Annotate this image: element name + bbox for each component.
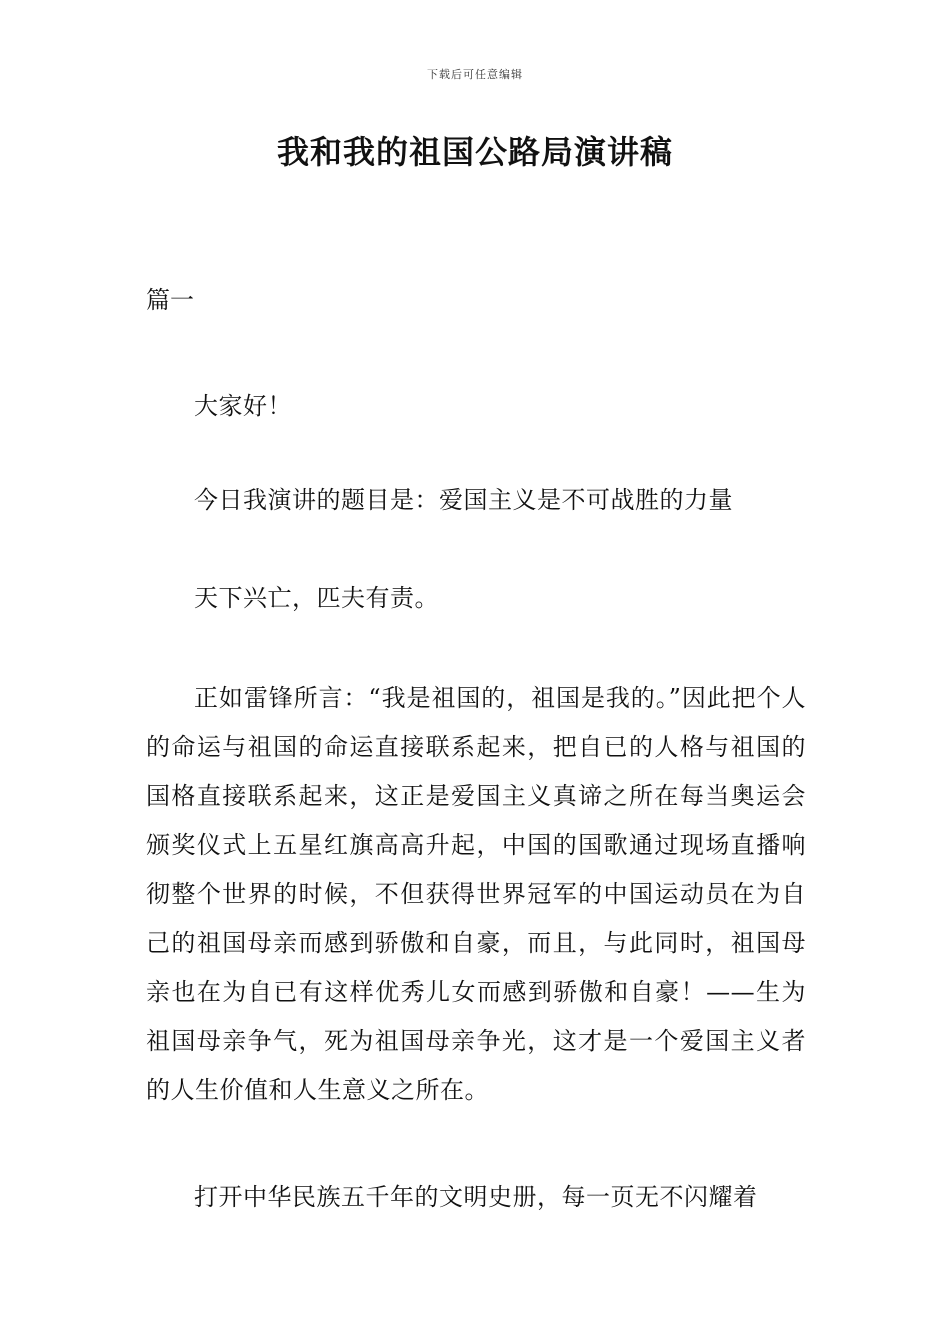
- document-title: 我和我的祖国公路局演讲稿: [276, 133, 673, 171]
- paragraph-body: 正如雷锋所言：“我是祖国的，祖国是我的。”因此把个人的命运与祖国的命运直接联系起来，把自已的人格与祖国的国格直接联系起来，这正是爱国主义真谛之所在每当奥运会颁奖仪式上五星红旗高高升起，中国的国歌通过现场直播响彻整个世界的时候，不但获得世界冠军的中国运动员在为自己的祖国母亲而感到骄傲和自豪，而且，与此同时，祖国母亲也在为自已有这样优秀儿女而感到骄傲和自豪！——生为祖国母亲争气，死为祖国母亲争光，这才是一个爱国主义者的人生价值和人生意义之所在。: [146, 684, 806, 1104]
- paragraph-topic: 今日我演讲的题目是：爱国主义是不可战胜的力量: [194, 486, 733, 514]
- section-label: 篇一: [146, 286, 194, 314]
- paragraph-history: 打开中华民族五千年的文明史册，每一页无不闪耀着: [194, 1183, 758, 1211]
- paragraph-greeting: 大家好！: [194, 392, 292, 420]
- paragraph-proverb: 天下兴亡，匹夫有责。: [194, 584, 439, 612]
- header-note: 下载后可任意编辑: [427, 68, 523, 81]
